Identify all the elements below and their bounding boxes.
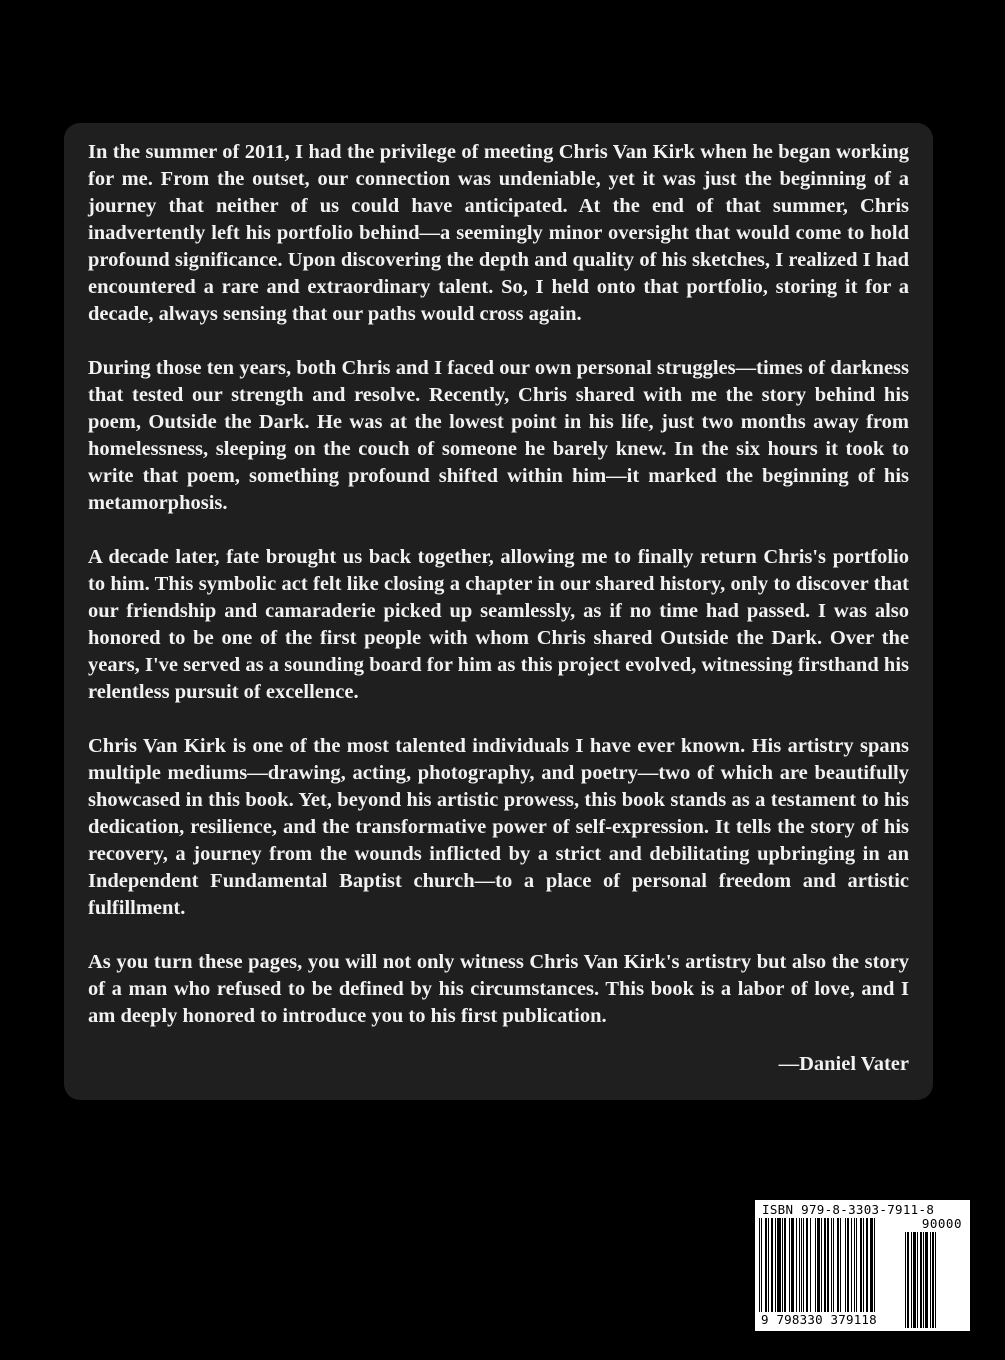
signature: —Daniel Vater bbox=[778, 1053, 909, 1075]
ean-digits: 9 798330 379118 bbox=[761, 1312, 877, 1327]
barcode-main-bars-icon bbox=[759, 1218, 901, 1318]
price-code: 90000 bbox=[921, 1216, 962, 1231]
foreword-panel bbox=[64, 123, 933, 1100]
barcode-addon-bars-icon bbox=[905, 1232, 963, 1328]
isbn-label: ISBN 979-8-3303-7911-8 bbox=[762, 1202, 935, 1217]
foreword-paragraph-5: As you turn these pages, you will not only witness Chris Van Kirk's artistry but also the story of a man who refused to be defined by his circumstances. This book is a labor of love, and I am deeply honored to introduce you to his first publication. bbox=[88, 951, 909, 1027]
foreword-paragraph-2: During those ten years, both Chris and I faced our own personal struggles—times of darkness that tested our strength and resolve. Recently, Chris shared with me the story behind his poem, Outside the Dark. He was at the lowest point in his life, just two months away from homelessness, sleeping on the couch of someone he barely knew. In the six hours it took to write that poem, something profound shifted within him—it marked the beginning of his metamorphosis. bbox=[88, 357, 909, 514]
foreword-paragraph-1: In the summer of 2011, I had the privilege of meeting Chris Van Kirk when he began working for me. From the outset, our connection was undeniable, yet it was just the beginning of a journey that neither of us could have anticipated. At the end of that summer, Chris inadvertently left his portfolio behind—a seemingly minor oversight that would come to hold profound significance. Upon discovering the depth and quality of his sketches, I realized I had encountered a rare and extraordinary talent. So, I held onto that portfolio, storing it for a decade, always sensing that our paths would cross again. bbox=[88, 141, 909, 325]
foreword-paragraph-3: A decade later, fate brought us back together, allowing me to finally return Chris's portfolio to him. This symbolic act felt like closing a chapter in our shared history, only to discover that our friendship and camaraderie picked up seamlessly, as if no time had passed. I was also honored to be one of the first people with whom Chris shared Outside the Dark. Over the years, I've served as a sounding board for him as this project evolved, witnessing firsthand his relentless pursuit of excellence. bbox=[88, 546, 909, 703]
foreword-paragraph-4: Chris Van Kirk is one of the most talented individuals I have ever known. His artistry spans multiple mediums—drawing, acting, photography, and poetry—two of which are beautifully showcased in this book. Yet, beyond his artistic prowess, this book stands as a testament to his dedication, resilience, and the transformative power of self-expression. It tells the story of his recovery, a journey from the wounds inflicted by a strict and debilitating upbringing in an Independent Fundamental Baptist church—to a place of personal freedom and artistic fulfillment. bbox=[88, 735, 909, 919]
isbn-barcode bbox=[755, 1200, 970, 1331]
